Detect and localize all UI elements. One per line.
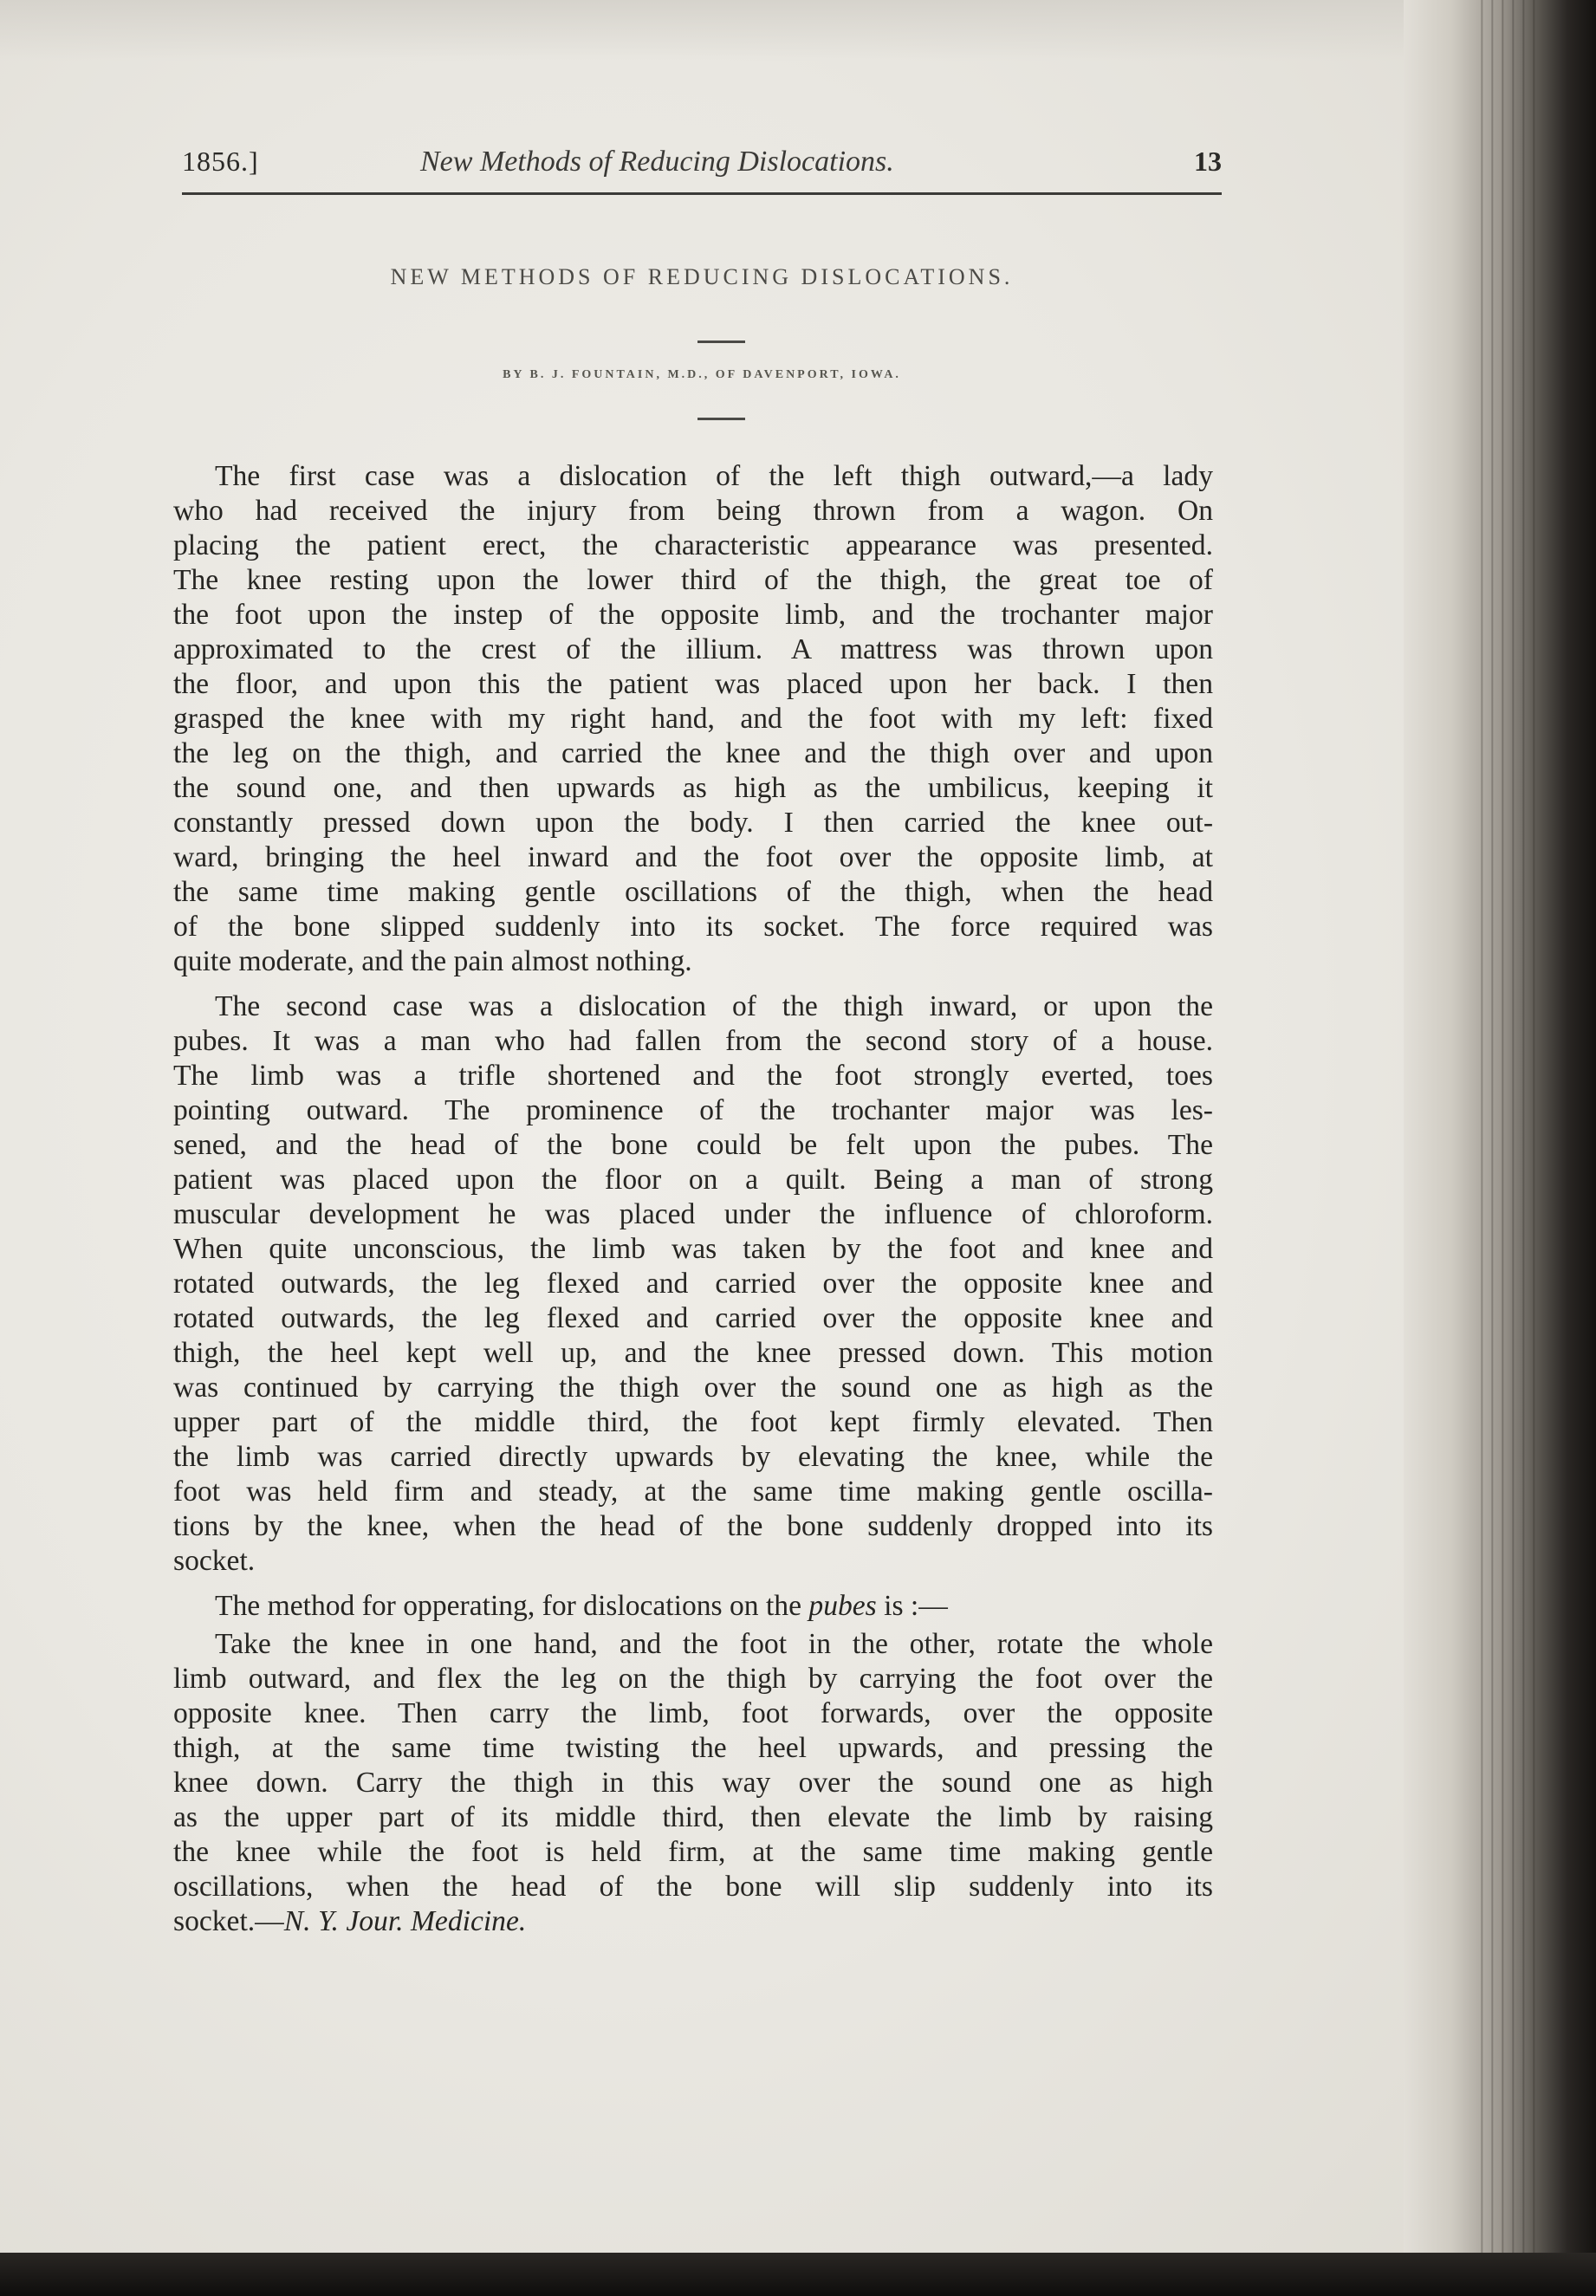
paragraph-method bbox=[173, 1589, 1213, 1939]
text-line: pubes. It was a man who had fallen from the second story of a house. bbox=[173, 1025, 1213, 1057]
text-line: the limb was carried directly upwards by elevating the knee, while the bbox=[173, 1441, 1213, 1473]
source-citation: N. Y. Jour. Medicine. bbox=[283, 1905, 527, 1937]
text-line: socket.— bbox=[173, 1905, 284, 1937]
byline: BY B. J. FOUNTAIN, M.D., OF DAVENPORT, IOWA. bbox=[503, 368, 901, 381]
text-line: When quite unconscious, the limb was taken by the foot and knee and bbox=[173, 1233, 1213, 1265]
article-body bbox=[173, 459, 1213, 1939]
text-line: was continued by carrying the thigh over the sound one as high as the bbox=[173, 1372, 1213, 1404]
method-intro-text: The method for opperating, for dislocations on the bbox=[215, 1590, 801, 1622]
text-line: constantly pressed down upon the body. I then carried the knee out- bbox=[173, 807, 1213, 839]
text-line: thigh, the heel kept well up, and the knee pressed down. This motion bbox=[173, 1337, 1213, 1369]
text-line: muscular development he was placed under the influence of chloroform. bbox=[173, 1198, 1213, 1230]
text-line: socket. bbox=[173, 1545, 256, 1577]
text-line: patient was placed upon the floor on a quilt. Being a man of strong bbox=[173, 1164, 1213, 1196]
text-line: the knee while the foot is held firm, at the same time making gentle bbox=[173, 1836, 1213, 1868]
text-line: pointing outward. The prominence of the trochanter major was les- bbox=[173, 1094, 1213, 1126]
byline-divider bbox=[697, 418, 745, 420]
scan-border bbox=[0, 2253, 1596, 2296]
text-line: the leg on the thigh, and carried the knee and the thigh over and upon bbox=[173, 737, 1213, 769]
text-line: The second case was a dislocation of the thigh inward, or upon the bbox=[215, 990, 1213, 1022]
text-line: thigh, at the same time twisting the heel upwards, and pressing the bbox=[173, 1732, 1213, 1764]
page-number: 13 bbox=[1194, 146, 1222, 177]
text-line: foot was held firm and steady, at the same time making gentle oscilla- bbox=[173, 1476, 1213, 1508]
text-line: The first case was a dislocation of the left thigh outward,—a lady bbox=[215, 460, 1213, 492]
text-line: as the upper part of its middle third, then elevate the limb by raising bbox=[173, 1801, 1213, 1833]
text-line: the floor, and upon this the patient was placed upon her back. I then bbox=[173, 668, 1213, 700]
text-line: sened, and the head of the bone could be felt upon the pubes. The bbox=[173, 1129, 1213, 1161]
running-header bbox=[182, 146, 1222, 189]
text-line: knee down. Carry the thigh in this way over the sound one as high bbox=[173, 1767, 1213, 1799]
text-line: ward, bringing the heel inward and the foot over the opposite limb, at bbox=[173, 841, 1213, 873]
paragraph-second-case bbox=[173, 989, 1213, 1579]
header-rule bbox=[182, 192, 1222, 195]
page-edge-lines bbox=[1473, 0, 1542, 2296]
text-line: rotated outwards, the leg flexed and carried over the opposite knee and bbox=[173, 1268, 1213, 1300]
header-year: 1856.] bbox=[182, 146, 259, 177]
text-line: opposite knee. Then carry the limb, foot forwards, over the opposite bbox=[173, 1697, 1213, 1729]
paragraph-first-case bbox=[173, 459, 1213, 979]
text-line: oscillations, when the head of the bone will slip suddenly into its bbox=[173, 1871, 1213, 1903]
text-line: Take the knee in one hand, and the foot in the other, rotate the whole bbox=[215, 1628, 1213, 1660]
page-shading bbox=[0, 0, 1516, 61]
title-divider bbox=[697, 341, 745, 343]
text-line: limb outward, and flex the leg on the thigh by carrying the foot over the bbox=[173, 1663, 1213, 1695]
text-line: The knee resting upon the lower third of the thigh, the great toe of bbox=[173, 564, 1213, 596]
italic-term: pubes bbox=[808, 1590, 877, 1622]
text-line: the same time making gentle oscillations of the thigh, when the head bbox=[173, 876, 1213, 908]
header-title: New Methods of Reducing Dislocations. bbox=[420, 146, 894, 178]
closing-line bbox=[173, 1904, 1213, 1939]
text-line: who had received the injury from being thrown from a wagon. On bbox=[173, 495, 1213, 527]
text-line: of the bone slipped suddenly into its socket. The force required was bbox=[173, 911, 1213, 943]
text-line: upper part of the middle third, the foot kept firmly elevated. Then bbox=[173, 1406, 1213, 1438]
text-line: The limb was a trifle shortened and the foot strongly everted, toes bbox=[173, 1060, 1213, 1092]
text-line: the foot upon the instep of the opposite limb, and the trochanter major bbox=[173, 599, 1213, 631]
text-line: quite moderate, and the pain almost nothing. bbox=[173, 945, 692, 977]
text-line: placing the patient erect, the characteristic appearance was presented. bbox=[173, 529, 1213, 561]
text-line: approximated to the crest of the illium. A mattress was thrown upon bbox=[173, 633, 1213, 665]
article-title: NEW METHODS OF REDUCING DISLOCATIONS. bbox=[390, 264, 1014, 289]
text-line: tions by the knee, when the head of the bone suddenly dropped into its bbox=[173, 1510, 1213, 1542]
method-intro-line bbox=[173, 1589, 1213, 1624]
text-line: rotated outwards, the leg flexed and carried over the opposite knee and bbox=[173, 1302, 1213, 1334]
text-line: grasped the knee with my right hand, and the foot with my left: fixed bbox=[173, 703, 1213, 735]
method-intro-tail: is :— bbox=[876, 1590, 948, 1622]
text-line: the sound one, and then upwards as high as the umbilicus, keeping it bbox=[173, 772, 1213, 804]
